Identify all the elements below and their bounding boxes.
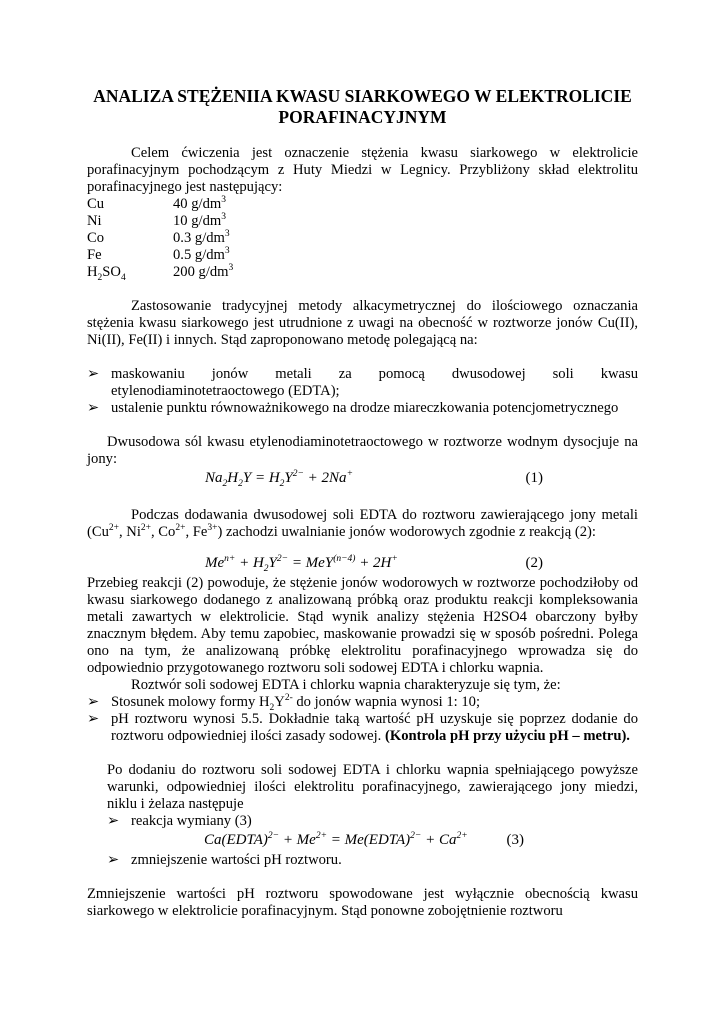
composition-row [87, 230, 638, 247]
list-item: ➢ pH roztworu wynosi 5.5. Dokładnie taką wartość pH uzyskuje się poprzez dodanie do roztworu odpowiedniej ilości zasady sodowej. (Kontrola pH przy użyciu pH – metru). [87, 711, 638, 744]
equation-2-number: (2) [525, 555, 543, 571]
list-item: ➢ Stosunek molowy formy $H_2Y^{2-}$ do jonów wapnia wynosi 1: 10; [87, 693, 481, 713]
element-ni: Ni [87, 213, 102, 229]
composition-row [87, 213, 638, 230]
equation-1 [87, 468, 638, 490]
element-h2so4: $H_2SO_4$ [87, 264, 126, 283]
method-bullets [87, 366, 638, 417]
arrow-bullet-icon: ➢ [87, 400, 100, 416]
document-page [87, 86, 638, 920]
element-cu: Cu [87, 196, 105, 212]
list-item: ➢ ustalenie punktu równoważnikowego na drodze miareczkowania potencjometrycznego [87, 400, 619, 416]
arrow-bullet-icon: ➢ [87, 711, 100, 727]
equation-3 [87, 830, 638, 852]
composition-row [87, 247, 638, 264]
equation-1-number: (1) [525, 470, 543, 486]
equation-3-body: Ca(EDTA)$^{2-}$ + $Me^{2+}$ = Me(EDTA)$^{2-}$ + $Ca^{2+}$ [204, 831, 468, 848]
arrow-bullet-icon: ➢ [87, 694, 100, 710]
solution-bullets [87, 694, 638, 745]
solution-paragraph: Roztwór soli sodowej EDTA i chlorku wapnia charakteryzuje się tym, że: [131, 677, 561, 693]
value-fe: 0.5 $g/dm^3$ [173, 246, 230, 263]
dissociation-paragraph: Dwusodowa sól kwasu etylenodiaminotetraoctowego w roztworze wodnym dysocjuje na jony: [87, 434, 638, 467]
equation-2 [87, 553, 638, 575]
page-title: ANALIZA STĘŻENIIA KWASU SIARKOWEGO W ELEKTROLICIE PORAFINACYJNYM [93, 86, 632, 127]
list-item: ➢ reakcja wymiany (3) [107, 813, 252, 829]
value-h2so4: 200 $g/dm^3$ [173, 263, 234, 280]
equation-1-body: $Na_2H_2Y = H_2Y^{2-} + 2Na^+$ [205, 469, 353, 489]
conclusion-paragraph: Zmniejszenie wartości pH roztworu spowodowane jest wyłącznie obecnością kwasu siarkowego w elektrolicie porafinacyjnym. Stąd ponowne zobojętnienie roztworu [87, 886, 638, 919]
list-item: ➢ zmniejszenie wartości pH roztworu. [107, 852, 342, 868]
value-co: 0.3 $g/dm^3$ [173, 229, 230, 246]
composition-row [87, 196, 638, 213]
value-cu: 40 $g/dm^3$ [173, 195, 226, 212]
ph-bullets [87, 852, 638, 869]
equation-2-body: $Me^{n+} + H_2Y^{2-} = MeY^{(n-4)} + 2H^+$ [205, 554, 398, 574]
composition-list [87, 196, 638, 281]
element-co: Co [87, 230, 105, 246]
arrow-bullet-icon: ➢ [87, 366, 100, 382]
reaction-paragraph: Przebieg reakcji (2) powoduje, że stężenie jonów wodorowych w roztworze pochodziłoby od kwasu siarkowego dodanego z analizowaną próbką oraz produktu reakcji kompleksowania metali zawartych w elektrolicie. Stąd wynik analizy stężenia H2SO4 obarczony byłby znacznym błędem. Aby temu zapobiec, maskowanie prowadzi się w sposób pośredni. Polega ono na tym, że analizowaną próbkę elektrolitu porafinacyjnego wprowadza się do odpowiednio przygotowanego roztworu soli sodowej EDTA i chlorku wapnia. [87, 575, 638, 676]
equation-3-number: (3) [506, 832, 524, 848]
list-item: ➢ maskowaniu jonów metali za pomocą dwusodowej soli kwasu etylenodiaminotetraoctowego (EDTA); [87, 366, 638, 399]
element-fe: Fe [87, 247, 102, 263]
method-paragraph: Zastosowanie tradycyjnej metody alkacymetrycznej do ilościowego oznaczania stężenia kwasu siarkowego jest utrudnione z uwagi na obecność w roztworze jonów Cu(II), Ni(II), Fe(II) i innych. Stąd zaproponowano metodę polegającą na: [87, 298, 638, 348]
composition-row [87, 264, 638, 281]
arrow-bullet-icon: ➢ [107, 852, 120, 868]
arrow-bullet-icon: ➢ [107, 813, 120, 829]
edta-paragraph: Podczas dodawania dwusodowej soli EDTA do roztworu zawierającego jony metali ($Cu^{2+}$, $Ni^{2+}$, $Co^{2+}$, $Fe^{3+}$) zachodzi uwalnianie jonów wodorowych zgodnie z reakcją (2): [87, 507, 638, 540]
value-ni: 10 $g/dm^3$ [173, 212, 226, 229]
intro-paragraph: Celem ćwiczenia jest oznaczenie stężenia kwasu siarkowego w elektrolicie porafinacyjnym pochodzącym z Huty Miedzi w Legnicy. Przybliżony skład elektrolitu porafinacyjnego jest następujący: [87, 145, 638, 195]
exchange-bullets [87, 813, 638, 830]
addition-paragraph: Po dodaniu do roztworu soli sodowej EDTA i chlorku wapnia spełniającego powyższe warunki, odpowiedniej ilości elektrolitu porafinacyjnego, zawierającego jony miedzi, niklu i żelaza następuje [107, 762, 638, 812]
